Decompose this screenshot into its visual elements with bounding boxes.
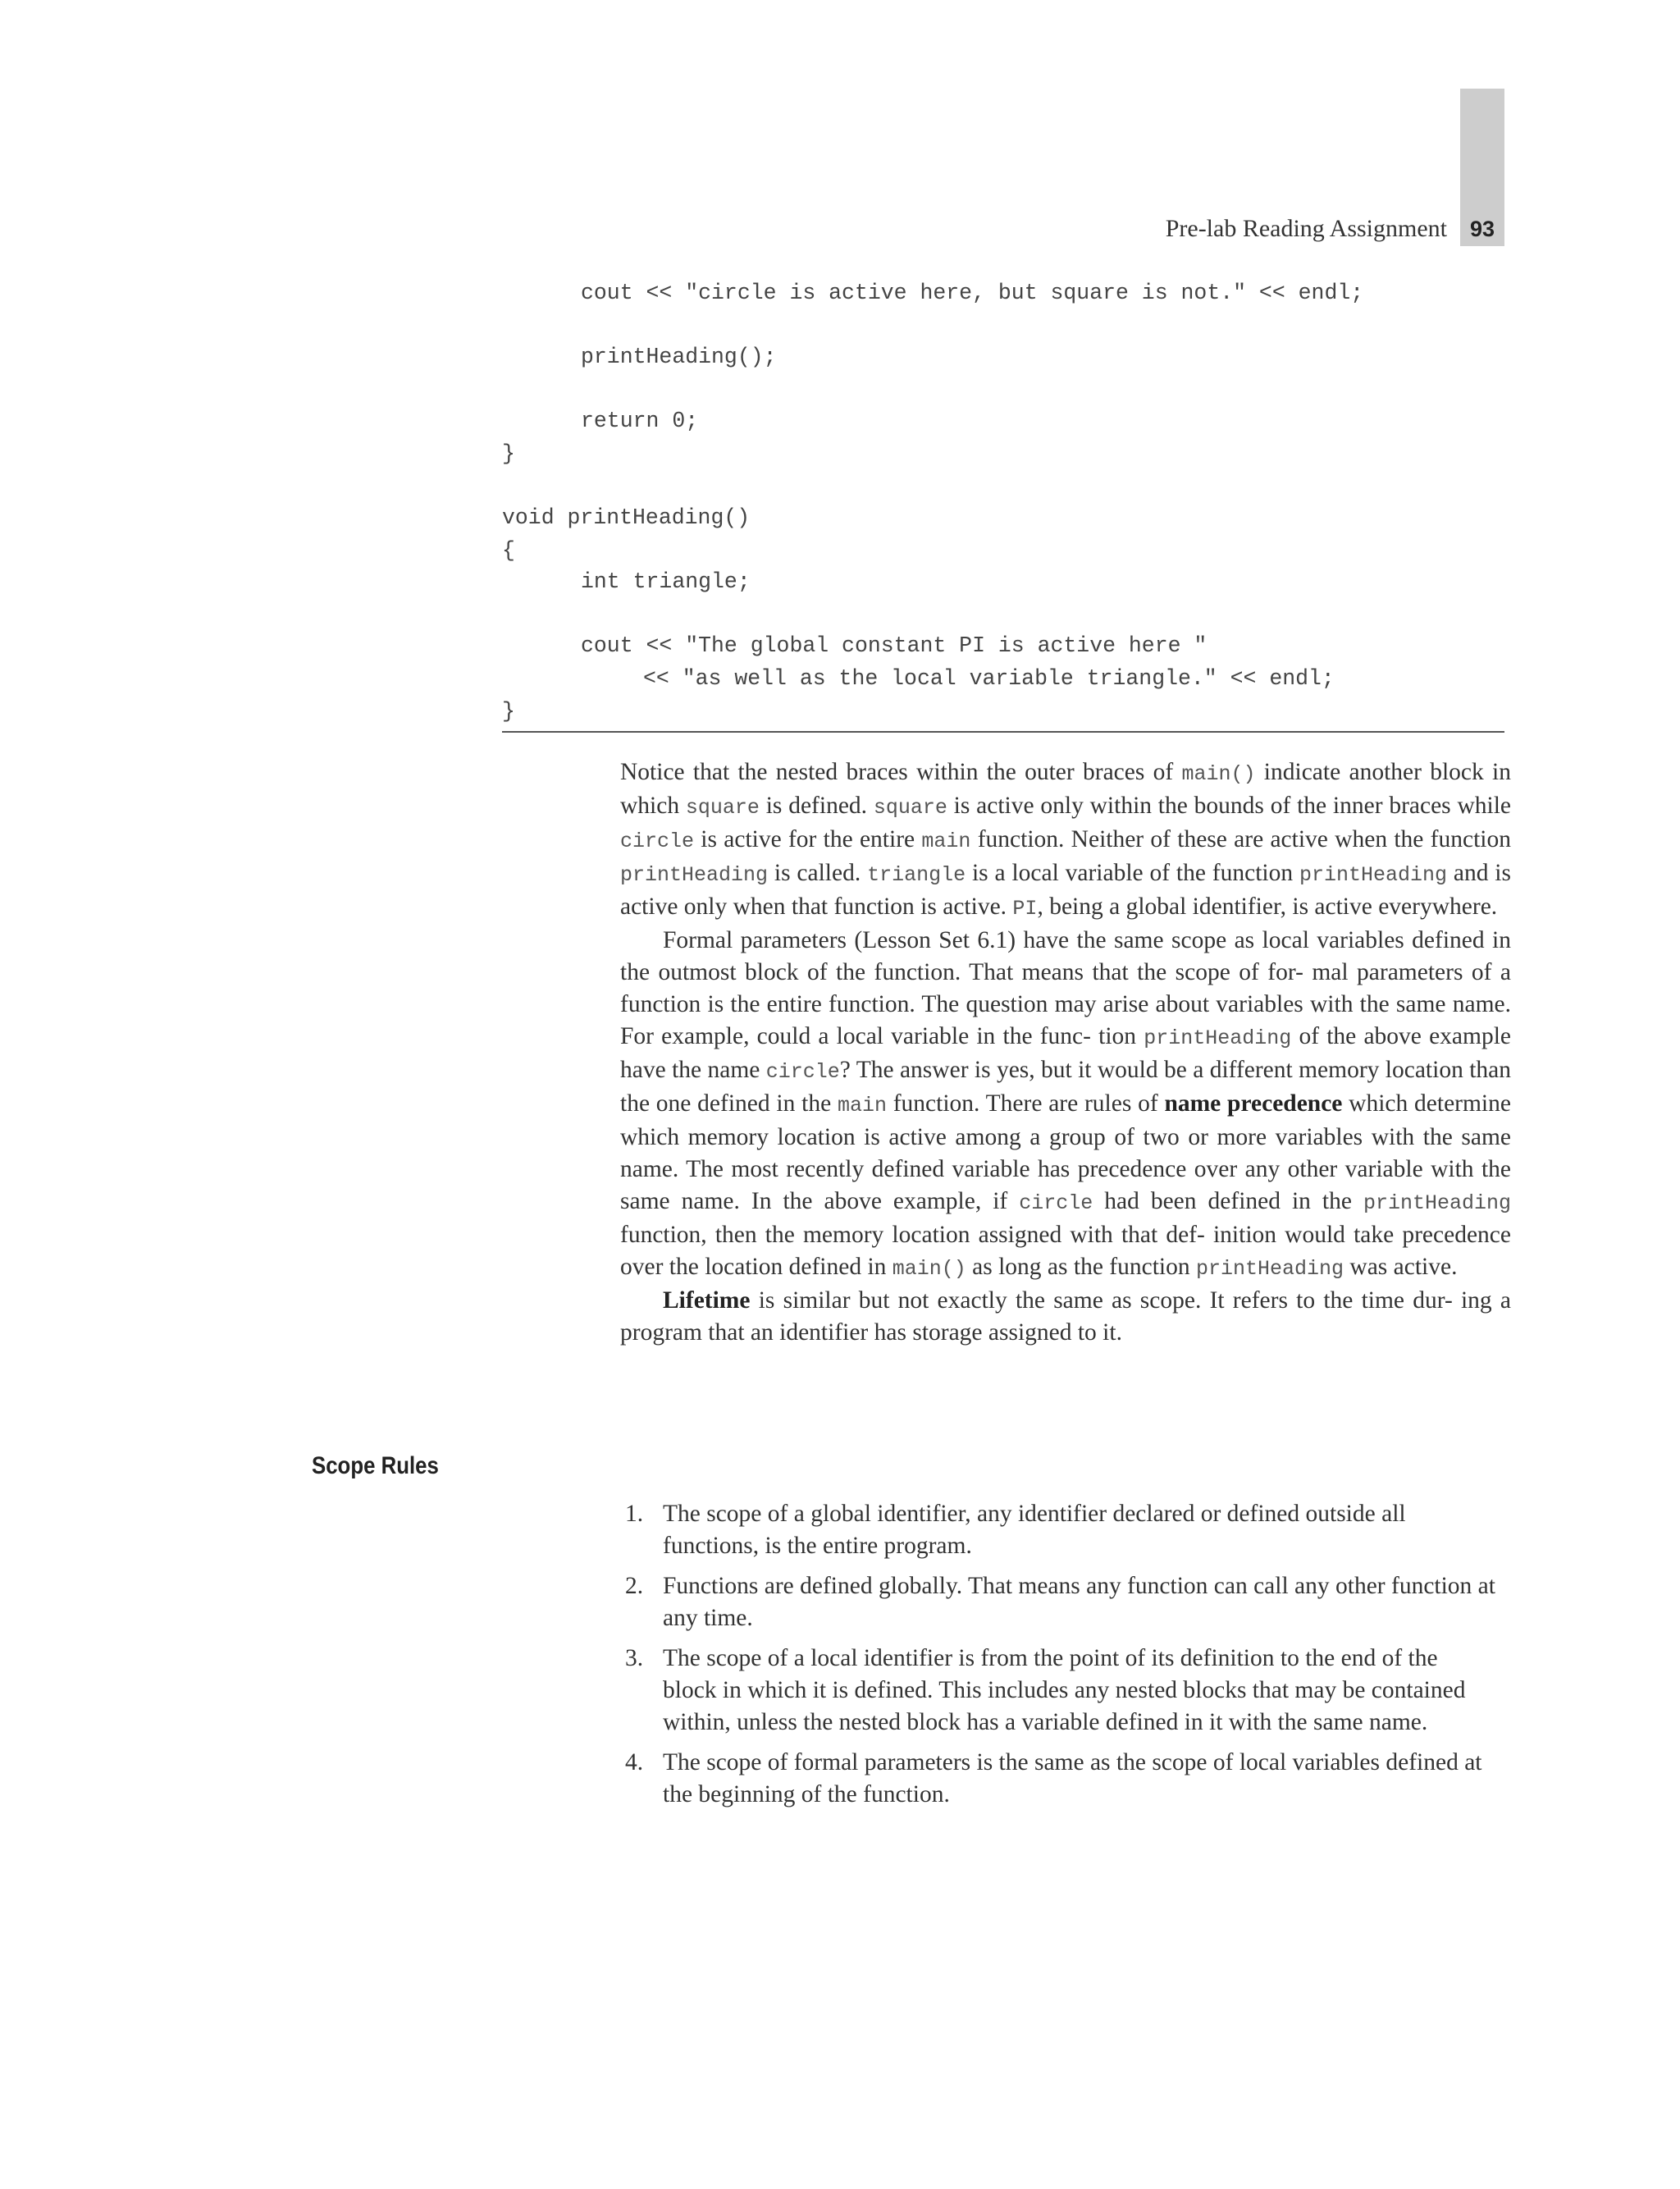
code-line: << "as well as the local variable triangle." << endl;	[643, 666, 1335, 691]
code-line: printHeading();	[581, 345, 777, 369]
code-line: void printHeading()	[502, 505, 751, 530]
code-line: int triangle;	[581, 569, 751, 594]
scope-rules-heading: Scope Rules	[312, 1452, 439, 1479]
code-line: cout << "circle is active here, but square is not." << endl;	[581, 281, 1364, 305]
paragraph-lifetime: Lifetime is similar but not exactly the same as scope. It refers to the time dur- ing a program that an identifier has storage assigned to it.	[620, 1287, 1511, 1346]
list-item: 3. The scope of a local identifier is from the point of its definition to the end of the block in which it is defined. This includes any nested blocks that may be contained within, unless the nested block has a variable defined in it with the same name.	[625, 1645, 1466, 1735]
list-item: 2. Functions are defined globally. That means any function can call any other function at any time.	[625, 1573, 1495, 1631]
code-line: return 0;	[581, 409, 699, 433]
body-text	[620, 756, 1511, 1349]
code-line: }	[502, 441, 515, 466]
code-line: {	[502, 538, 515, 563]
scope-rules-list	[625, 1498, 1496, 1819]
paragraph-formal-parameters: Formal parameters (Lesson Set 6.1) have the same scope as local variables defined in the outmost block of the function. That means that the scope of for- mal parameters of a function is the entire function. The question may arise about variables with the same name. For example, could a local variable in the func- tion printHeading of the above example have the name circle? The answer is yes, but it would be a different memory location than the one defined in the main function. There are rules of name precedence which determine which memory location is active among a group of two or more variables with the same name. The most recently defined variable has precedence over any other variable with the same name. In the above example, if circle had been defined in the printHeading function, then the memory location assigned with that def- inition would take precedence over the location defined in main() as long as the function printHeading was active.	[620, 927, 1511, 1281]
code-line: cout << "The global constant PI is active here "	[581, 633, 1208, 658]
list-item: 4. The scope of formal parameters is the same as the scope of local variables defined at the beginning of the function.	[625, 1749, 1482, 1807]
code-line: }	[502, 699, 515, 724]
section-divider	[502, 731, 1504, 733]
list-item: 1. The scope of a global identifier, any identifier declared or defined outside all functions, is the entire program.	[625, 1501, 1406, 1559]
running-head: Pre-lab Reading Assignment	[1165, 215, 1447, 242]
page-number: 93	[1469, 217, 1495, 241]
paragraph-scope-explanation: Notice that the nested braces within the outer braces of main() indicate another block in which square is defined. square is active only within the bounds of the inner braces while circle is active for the entire main function. Neither of these are active when the function printHeading is called. triangle is a local variable of the function printHeading and is active only when that function is active. PI, being a global identifier, is active everywhere.	[620, 759, 1512, 921]
